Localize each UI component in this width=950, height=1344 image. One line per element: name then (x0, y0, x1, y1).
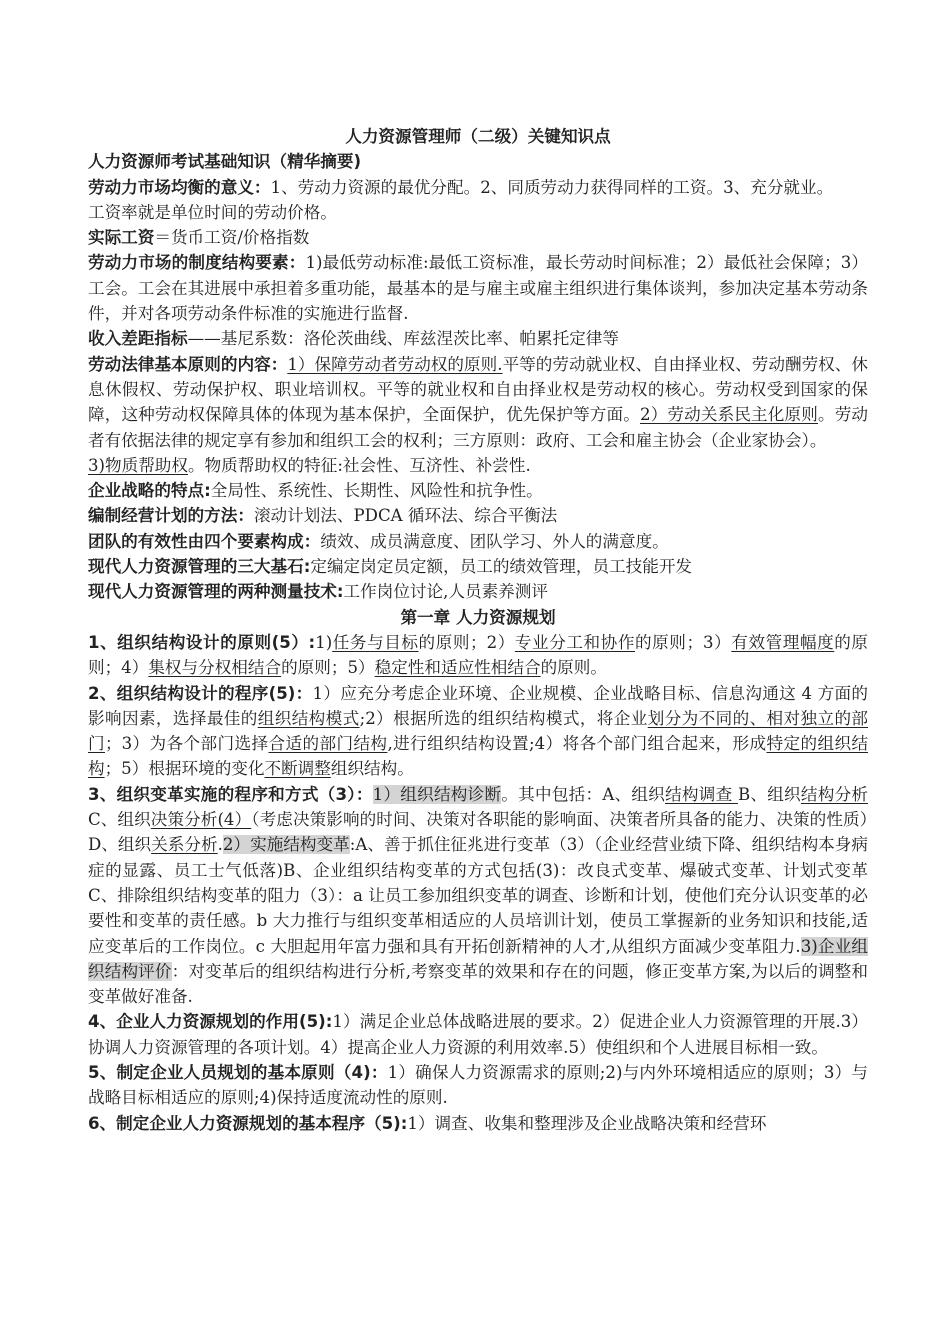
term-label: 编制经营计划的方法： (88, 506, 254, 526)
paragraph-text: 全局性、系统性、长期性、风险性和抗争性。 (210, 481, 543, 501)
paragraph-business-plan (88, 503, 868, 528)
underlined-phrase: 有效管理幅度 (731, 632, 835, 652)
underlined-phrase: 2）劳动关系民主化原则 (640, 405, 818, 425)
underlined-phrase: 不断调整 (264, 759, 331, 779)
term-label: 劳动力市场的制度结构要素： (88, 253, 306, 273)
text-run: :A、善于抓住征兆进行变革（3）（企业经营业绩下降、组织结构本身病症的显露、员工士气低落)B、企业组织结构变革的方式包括(3)：改良式变革、爆破式变革、计划式变革 C、排除组织结构变革的阻力（3）：a 让员工参加组织变革的调查、诊断和计划，使他们充分认识变革的必要性和变革的责任感。b 大力推行与组织变革相适应的人员培训计划，使员工掌握新的业务知识和技能,适应变革后的工作岗位。c 大胆起用年富力强和具有开拓创新精神的人才,从组织方面减少变革阻力. (88, 835, 869, 956)
section-label: 2、组织结构设计的程序(5)： (88, 683, 313, 703)
text-run: 的原则。 (540, 658, 607, 678)
text-run: ;2）根据所选的组织结构模式，将企业 (359, 708, 648, 728)
section-6 (88, 1111, 868, 1136)
paragraph-text: 平等的劳动就业权、自由择业权、劳动酬劳权、休息休假权、劳动保护权、职业培训权。平等的就业权和自由择业权是劳动权的核心。劳动权受到国家的保障，这种劳动权保障具体的体现为基本保护，全面保护，优先保护等方面。 (88, 354, 869, 425)
term-label: 劳动法律基本原则的内容： (88, 354, 288, 374)
highlighted-phrase: 3)企业组织结构评价 (88, 936, 869, 981)
underlined-phrase: 任务与目标 (332, 632, 419, 652)
text-run: 1）满足企业总体战略进展的要求。2）促进企业人力资源管理的开展.3）协调人力资源管理的各项计划。4）提高企业人力资源的利用效率.5）使组织和个人进展目标相一致。 (88, 1012, 868, 1057)
section-3 (88, 782, 868, 1010)
paragraph-text: 定编定岗定员定额，员工的绩效管理，员工技能开发 (310, 557, 693, 577)
text-run: ；5）根据环境的变化 (104, 759, 265, 779)
section-1 (88, 630, 868, 681)
underlined-phrase: 特定的组织结构 (88, 734, 869, 779)
paragraph-income-gap (88, 326, 868, 351)
paragraph-text: 1)最低劳动标准:最低工资标准，最长劳动时间标准；2）最低社会保障；3） 工会。工会在其进展中承担着多重功能，最基本的是与雇主或雇主组织进行集体谈判，参加决定基本劳动条件，并对各项劳动条件标准的实施进行监督. (88, 253, 868, 324)
section-label: 6、制定企业人力资源规划的基本程序（5): (88, 1113, 408, 1133)
section-label: 1、组织结构设计的原则(5）: (88, 632, 316, 652)
term-label: 现代人力资源管理的三大基石: (88, 557, 311, 577)
document-title: 人力资源管理师（二级）关键知识点 (345, 127, 611, 146)
text-run: 1) (315, 632, 333, 652)
section-5 (88, 1060, 868, 1111)
text-run: 组织结构。 (330, 759, 414, 779)
text-run: ；3）为各个部门选择 (105, 734, 269, 754)
term-label: 企业战略的特点: (88, 481, 211, 501)
paragraph-team (88, 529, 868, 554)
paragraph-wage-rate: 工资率就是单位时间的劳动价格。 (88, 202, 337, 222)
paragraph-measurement (88, 579, 868, 604)
chapter-heading: 第一章 人力资源规划 (400, 607, 556, 627)
paragraph-material-aid (88, 453, 868, 478)
term-label: 现代人力资源管理的两种测量技术: (88, 582, 344, 602)
paragraph-text: 绩效、成员满意度、团队学习、外人的满意度。 (320, 531, 669, 551)
text-run: 的原则；2） (418, 632, 515, 652)
paragraph-cornerstones (88, 554, 868, 579)
section-label: 3、组织变革实施的程序和方式（3）： (88, 784, 373, 804)
underlined-phrase: 结构分析 (800, 784, 869, 804)
text-run: 的原则；4） (88, 632, 869, 678)
underlined-phrase: 专业分工和协作 (514, 632, 635, 652)
underlined-phrase: 3)物质帮助权 (88, 455, 188, 475)
underlined-phrase: 集权与分权相结合 (148, 658, 282, 678)
paragraph-real-wage (88, 225, 868, 250)
paragraph-text: ——基尼系数：洛伦茨曲线、库兹涅茨比率、帕累托定律等 (187, 329, 619, 349)
paragraph-text: 工作岗位讨论,人员素养测评 (343, 582, 548, 602)
paragraph-text: 滚动计划法、PDCA 循环法、综合平衡法 (253, 506, 558, 526)
highlighted-phrase: 2）实施结构变革 (222, 835, 350, 855)
paragraph-labor-law (88, 352, 868, 453)
text-run: 的原则；3） (634, 632, 732, 652)
paragraph-text: 。物质帮助权的特征:社会性、互济性、补尝性. (188, 455, 531, 475)
underlined-phrase: 决策分析(4） (150, 810, 252, 830)
paragraph-strategy (88, 478, 868, 503)
section-label: 4、企业人力资源规划的作用(5): (88, 1012, 333, 1032)
underlined-phrase: 组织结构模式 (257, 708, 360, 728)
underlined-phrase: 1）保障劳动者劳动权的原则. (287, 354, 503, 374)
paragraph-market-balance (88, 175, 868, 200)
paragraph-text: 。劳动者有依据法律的规定享有参加和组织工会的权利；三方原则：政府、工会和雇主协会（企业家协会）。 (88, 405, 869, 450)
text-run: C、组织 (88, 810, 151, 830)
text-run: ,进行组织结构设置;4）将各个部门组合起来，形成 (387, 734, 767, 754)
document-page (88, 124, 868, 1136)
text-run: 的原则；5） (281, 658, 375, 678)
highlighted-phrase: 1）组织结构诊断 (372, 784, 502, 804)
term-label: 实际工资 (88, 228, 155, 248)
text-run: . (217, 835, 223, 855)
paragraph-institution (88, 250, 868, 326)
section-2 (88, 681, 868, 782)
section-label: 5、制定企业人员规划的基本原则（4)： (88, 1062, 388, 1082)
section-4 (88, 1009, 868, 1060)
text-run: 1）调查、收集和整理涉及企业战略决策和经营环 (407, 1113, 767, 1133)
underlined-phrase: 关系分析 (151, 835, 218, 855)
underlined-phrase: 合适的部门结构 (268, 734, 388, 754)
document-subtitle: 人力资源师考试基础知识（精华摘要) (88, 152, 362, 172)
text-run: ：对变革后的组织结构进行分析,考察变革的效果和存在的问题，修正变革方案,为以后的调整和变革做好准备. (88, 961, 869, 1007)
underlined-phrase: 结构调查 (665, 784, 738, 804)
paragraph-text: 1、劳动力资源的最优分配。2、同质劳动力获得同样的工资。3、充分就业。 (270, 177, 834, 197)
text-run: （考虑决策影响的时间、决策对各职能的影响面、决策者所具备的能力、决策的性质）D、组织 (88, 810, 868, 855)
text-run: 1）应充分考虑企业环境、企业规模、企业战略目标、信息沟通这 4 方面的影响因素，选择最佳的 (88, 683, 868, 728)
underlined-phrase: 划分为不同的、相对独立的部门 (88, 708, 869, 754)
text-run: B、组织 (737, 784, 801, 804)
text-run: 。其中包括：A、组织 (501, 784, 666, 804)
term-label: 收入差距指标 (88, 329, 188, 349)
term-label: 团队的有效性由四个要素构成： (88, 531, 321, 551)
text-run: 1）确保人力资源需求的原则;2)与内外环境相适应的原则；3）与战略目标相适应的原则;4)保持适度流动性的原则. (88, 1062, 868, 1108)
term-label: 劳动力市场均衡的意义： (88, 177, 271, 197)
underlined-phrase: 稳定性和适应性相结合 (374, 658, 541, 678)
paragraph-text: ＝货币工资/价格指数 (154, 228, 310, 248)
